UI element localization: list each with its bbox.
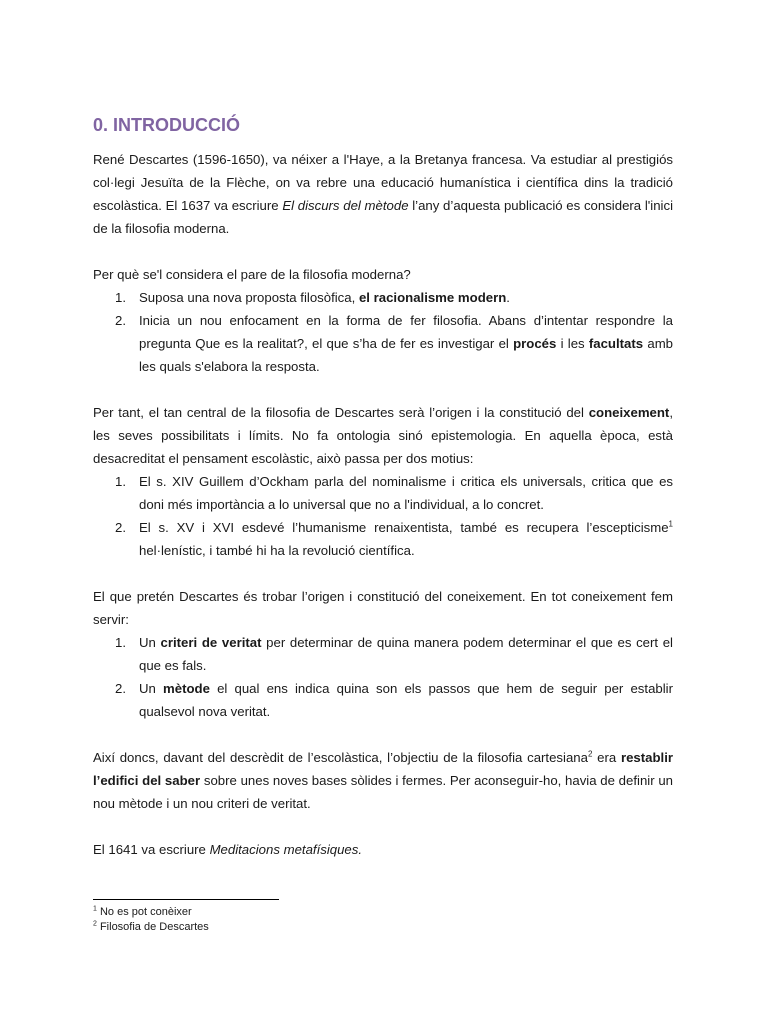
paragraph-objective — [93, 746, 673, 815]
footnote-number: 2 — [93, 920, 97, 928]
text: hel·lenístic, i també hi ha la revolució científica. — [139, 543, 415, 558]
list-tools — [93, 631, 673, 723]
list-number: 2. — [115, 520, 126, 535]
list-item — [93, 309, 673, 378]
bold-text: el racionalisme modern — [358, 290, 507, 305]
text: Inicia un nou enfocament en la forma de fer filosofia. Abans d’intentar respondre la pregunta Que es la realitat?, el que s’ha de fer es investigar el — [139, 313, 673, 351]
footnote — [93, 905, 209, 920]
text: El 1641 va escriure — [93, 842, 210, 857]
footnote-text: Filosofia de Descartes — [96, 921, 209, 933]
text: Suposa una nova proposta filosòfica, — [139, 290, 359, 305]
text: era — [592, 750, 621, 765]
text: Un — [139, 635, 161, 650]
text: , les seves possibilitats i límits. No fa ontologia sinó epistemologia. En aquella època, està desacreditat el pensament escolàstic, això passa per dos motius: — [93, 405, 673, 466]
text: El s. XV i XVI esdevé l’humanisme renaixentista, també es recupera l’escepticisme — [139, 520, 669, 535]
list-number: 2. — [115, 313, 126, 328]
text: i les — [556, 336, 589, 351]
text: El s. XIV Guillem d’Ockham parla del nominalisme i critica els universals, critica que es doni més importància a lo universal que no a l'individual, a lo concret. — [139, 474, 673, 512]
text: René Descartes (1596-1650), va néixer a l'Haye, a la Bretanya francesa. Va estudiar al prestigiós col·legi Jesuïta de la Flèche, on va rebre una educació humanística i científica dins la tradició escolàstica. El 1637 va escriure — [93, 152, 673, 213]
footnote-number: 1 — [93, 905, 97, 913]
list-motives — [93, 470, 673, 562]
list-item — [93, 631, 673, 677]
footnotes — [93, 905, 209, 935]
bold-text: coneixement — [588, 405, 670, 420]
bold-text: criteri de veritat — [160, 635, 262, 650]
list-reasons — [93, 286, 673, 378]
text: per determinar de quina manera podem determinar el que es cert el que es fals. — [139, 635, 673, 673]
bold-text: restablir l’edifici del saber — [93, 750, 673, 788]
italic-title: El discurs del mètode — [282, 198, 409, 213]
list-item — [93, 516, 673, 562]
footnote-ref[interactable]: 2 — [587, 749, 593, 759]
text: . — [506, 290, 510, 305]
paragraph-aim: El que pretén Descartes és trobar l’origen i constitució del coneixement. En tot coneixement fem servir: — [93, 589, 673, 627]
text: sobre unes noves bases sòlides i fermes. Per aconseguir-ho, havia de definir un nou mètode i un nou criteri de veritat. — [93, 773, 673, 811]
document-body — [93, 112, 673, 861]
bold-text: mètode — [163, 681, 210, 696]
list-item — [93, 286, 673, 309]
paragraph-knowledge — [93, 401, 673, 470]
text: Per tant, el tan central de la filosofia de Descartes serà l’origen i la constitució del — [93, 405, 589, 420]
text: l’any d’aquesta publicació es considera l'inici de la filosofia moderna. — [93, 198, 673, 236]
italic-title: Meditacions metafísiques. — [209, 842, 363, 857]
text: el qual ens indica quina son els passos que hem de seguir per establir qualsevol nova veritat. — [139, 681, 673, 719]
footnote-separator — [93, 899, 279, 900]
text: amb les quals s'elabora la resposta. — [139, 336, 674, 374]
bold-text: facultats — [588, 336, 644, 351]
footnote-ref[interactable]: 1 — [668, 519, 673, 529]
bold-text: procés — [513, 336, 557, 351]
text: Així doncs, davant del descrèdit de l’escolàstica, l’objectiu de la filosofia cartesiana — [93, 750, 588, 765]
list-number: 2. — [115, 681, 126, 696]
footnote — [93, 920, 209, 935]
list-number: 1. — [115, 290, 126, 305]
paragraph-intro — [93, 148, 673, 240]
text: Un — [139, 681, 164, 696]
list-item — [93, 677, 673, 723]
list-number: 1. — [115, 635, 126, 650]
section-heading: 0. INTRODUCCIÓ — [93, 115, 241, 135]
list-number: 1. — [115, 474, 126, 489]
footnote-text: No es pot conèixer — [96, 906, 192, 918]
paragraph-question: Per què se'l considera el pare de la filosofia moderna? — [93, 267, 411, 282]
paragraph-meditations — [93, 838, 673, 861]
list-item — [93, 470, 673, 516]
